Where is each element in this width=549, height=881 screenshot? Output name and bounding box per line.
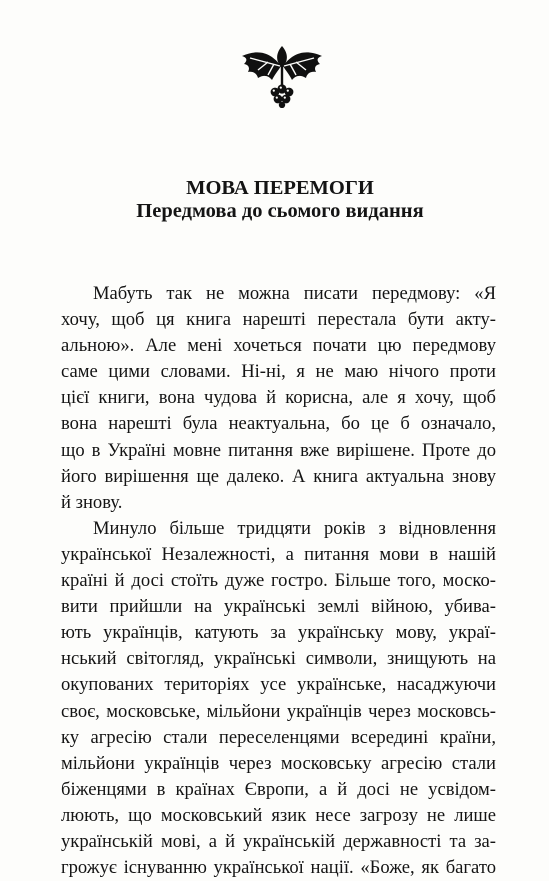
text-line: біженцями в країнах Європи, а й досі не усвідом-	[61, 778, 496, 800]
text-line: Мабуть так не можна писати передмову: «Я	[93, 283, 496, 304]
text-line: української Незалежності, а питання мови в нашій	[61, 543, 496, 565]
text-line: окупованих територіях усе українське, насаджуючи	[61, 674, 496, 696]
text-line: нський світогляд, українські символи, знищують на	[61, 648, 496, 670]
text-line: люють, що московський язик несе загрозу не лише	[61, 804, 496, 826]
text-line: саме цими словами. Ні-ні, я не маю нічого проти	[61, 361, 496, 383]
text-line: вона нарешті була неактуальна, бо це б означало,	[61, 413, 496, 435]
text-line: ють українців, катують за українську мову, украї-	[61, 622, 496, 644]
paragraph	[61, 281, 496, 516]
chapter-subtitle: Передмова до сьомого видання	[136, 200, 424, 222]
text-line: хочу, щоб ця книга нарешті перестала бути акту-	[61, 309, 496, 331]
body-text	[61, 281, 496, 881]
text-line: Минуло більше тридцяти років з відновлення	[93, 517, 496, 539]
text-line: що в Україні мовне питання вже вирішене. Проте до	[61, 439, 496, 461]
text-line: грожує існуванню української нації. «Боже, як багато	[61, 857, 496, 879]
text-line: вити прийшли на українські землі війною, убива-	[61, 596, 496, 618]
text-line: країні й досі стоїть дуже гостро. Більше того, моско-	[61, 570, 496, 592]
text-line: його вирішення ще далеко. А книга актуальна знову	[61, 465, 496, 487]
text-line: альною». Але мені хочеться почати цю передмову	[61, 335, 496, 357]
paragraph	[61, 516, 496, 881]
text-line: своє, московське, мільйони українців через московсь-	[61, 700, 496, 722]
chapter-title: МОВА ПЕРЕМОГИ	[186, 177, 374, 199]
viburnum-leaves-berries-icon	[238, 44, 326, 108]
text-line: українській мові, а й українській державності та за-	[61, 830, 496, 852]
text-line: мільйони українців через московську агресію стали	[61, 752, 496, 774]
text-line: й знову.	[61, 491, 123, 513]
text-line: цієї книги, вона чудова й корисна, але я хочу, щоб	[61, 387, 496, 409]
text-line: ку агресію стали переселенцями всередині країни,	[61, 726, 496, 748]
